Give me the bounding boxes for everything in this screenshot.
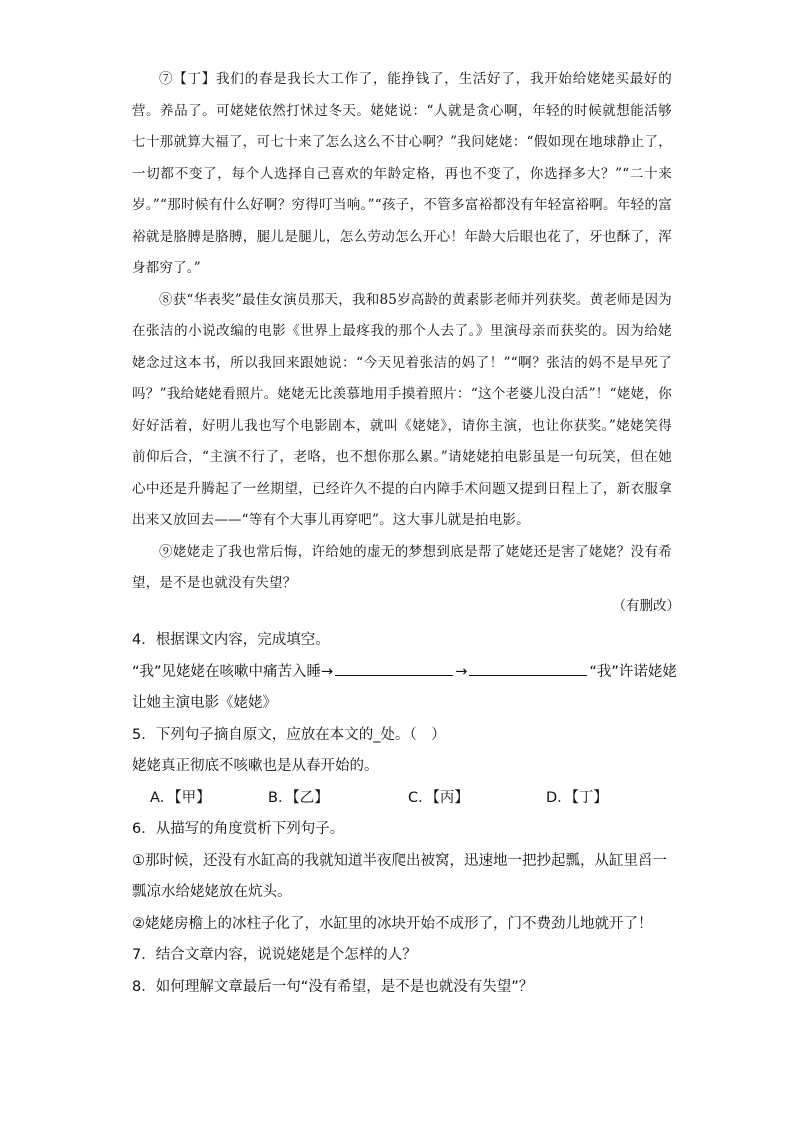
- option-d[interactable]: D．【丁】: [546, 789, 608, 806]
- question-6-sentence-1-line-1: ①那时候，还没有水缸高的我就知道半夜爬出被窝，迅速地一把抄起瓢，从缸里舀一: [132, 852, 667, 869]
- question-5-sentence: 姥姥真正彻底不咳嗽也是从春开始的。: [132, 758, 379, 774]
- question-section: [132, 625, 677, 1003]
- option-b[interactable]: B．【乙】: [268, 789, 329, 806]
- question-4-title: 4．根据课文内容，完成填空。: [132, 632, 330, 648]
- question-5-title: 5．下列句子摘自原文，应放在本文的_处。（ ）: [132, 726, 446, 743]
- source-note: （有删改）: [612, 598, 680, 614]
- question-5-options: [132, 783, 672, 815]
- paragraph-9: ⑨姥姥走了我也常后悔，许给她的虚无的梦想到底是帮了姥姥还是害了姥姥？没有希望，是不是也就没有失望？: [132, 543, 672, 591]
- option-c[interactable]: C．【丙】: [408, 789, 469, 806]
- question-6-sentence-2: ②姥姥房檐上的冰柱子化了，水缸里的冰块开始不成形了，门不费劲儿地就开了！: [132, 915, 653, 932]
- question-4-fill-line: [132, 657, 677, 689]
- reading-passage: [132, 64, 672, 600]
- question-8-title: 8．如何理解文章最后一句“没有希望，是不是也就没有失望”？: [132, 978, 534, 995]
- q4-start-text: “我”见姥姥在咳嗽中痛苦入睡→: [132, 663, 334, 680]
- q4-arrow: →: [455, 663, 468, 680]
- question-4-fill-line-2: 让她主演电影《姥姥》: [132, 695, 277, 711]
- question-7-title: 7．结合文章内容，说说姥姥是个怎样的人？: [132, 947, 417, 963]
- paragraph-7: ⑦【丁】我们的春是我长大工作了，能挣钱了，生活好了，我开始给姥姥买最好的营。养品了。可姥姥依然打怵过冬天。姥姥说：“人就是贪心啊，年轻的时候就想能活够七十那就算大福了，可七十来了怎么这么不甘心啊？”我问姥姥：“假如现在地球静止了，一切都不变了，每个人选择自己喜欢的年龄定格，再也不变了，你选择多大？”“二十来岁。”“那时候有什么好啊？穷得叮当响。”“孩子，不管多富裕都没有年轻富裕啊。年轻的富裕就是胳膊是胳膊，腿儿是腿儿，怎么劳动怎么开心！年龄大后眼也花了，牙也酥了，浑身都穷了。”: [132, 71, 672, 276]
- q4-blank-2[interactable]: [469, 657, 587, 676]
- option-a[interactable]: A．【甲】: [150, 789, 211, 806]
- question-6-title: 6．从描写的角度赏析下列句子。: [132, 821, 345, 837]
- paragraph-8: ⑧获“华表奖”最佳女演员那天，我和85岁高龄的黄素影老师并列获奖。黄老师是因为在张洁的小说改编的电影《世界上最疼我的那个人去了。》里演母亲而获奖的。因为给姥姥念过这本书，所以我回来跟她说：“今天见着张洁的妈了！”“啊？张洁的妈不是早死了吗？”我给姥姥看照片。姥姥无比羡慕地用手摸着照片：“这个老婆儿没白活”！“姥姥，你好好活着，好明儿我也写个电影剧本，就叫《姥姥》，请你主演，也让你获奖。”姥姥笑得前仰后合，“主演不行了，老咯，也不想你那么累。”请姥姥拍电影虽是一句玩笑，但在她心中还是升腾起了一丝期望，已经许久不提的白内障手术问题又提到日程上了，新衣服拿出来又放回去——“等有个大事儿再穿吧”。这大事儿就是拍电影。: [132, 291, 672, 528]
- q4-end-text: “我”许诺姥姥: [589, 663, 677, 680]
- q4-blank-1[interactable]: [335, 657, 453, 676]
- question-6-sentence-1-line-2: 瓢凉水给姥姥放在炕头。: [132, 884, 292, 900]
